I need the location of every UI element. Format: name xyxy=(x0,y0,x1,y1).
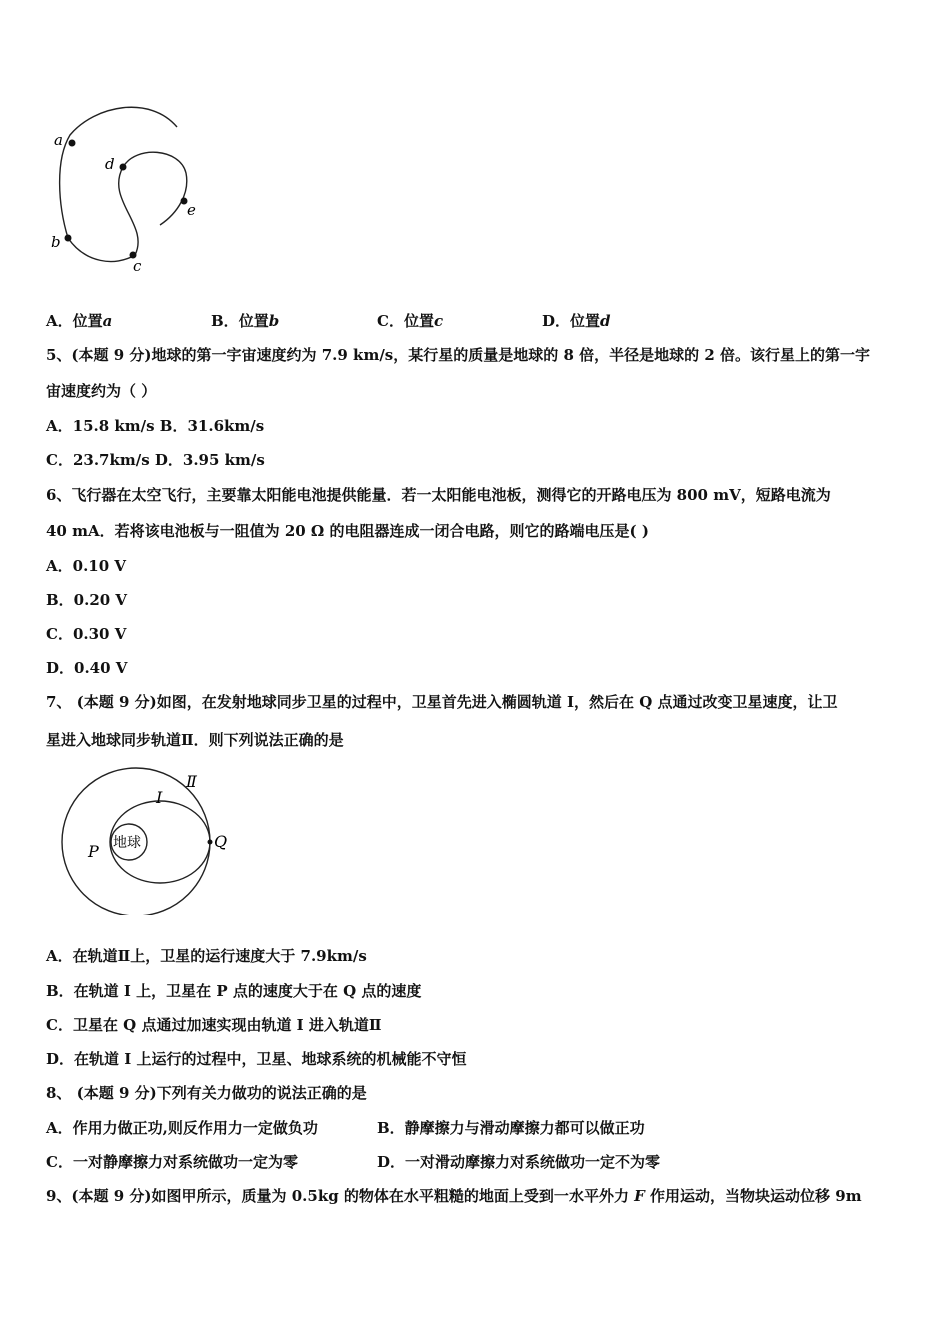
q5-options-row2: C．23.7km/s D．3.95 km/s xyxy=(46,451,265,469)
trajectory-inner-curve xyxy=(119,152,187,255)
q5-stem-line1: 5、(本题 9 分)地球的第一宇宙速度约为 7.9 km/s，某行星的质量是地球的 8 倍，半径是地球的 2 倍。该行星上的第一宇 xyxy=(46,346,871,364)
label-e: e xyxy=(187,201,196,219)
label-orbit-2: Ⅱ xyxy=(186,772,197,791)
q5-options-row1: A．15.8 km/s B．31.6km/s xyxy=(46,417,265,435)
q4-option-b: B．位置b xyxy=(211,312,280,330)
q7-option-b: B．在轨道 I 上，卫星在 P 点的速度大于在 Q 点的速度 xyxy=(46,982,422,1000)
label-a: a xyxy=(54,131,63,149)
q6-option-a: A．0.10 V xyxy=(46,557,127,575)
label-p: P xyxy=(88,842,99,861)
q4-option-d: D．位置d xyxy=(542,312,611,330)
q8-option-b: B．静摩擦力与滑动摩擦力都可以做正功 xyxy=(377,1119,645,1137)
label-c: c xyxy=(133,257,142,275)
q8-option-c: C．一对静摩擦力对系统做功一定为零 xyxy=(46,1153,298,1171)
q8-option-a: A．作用力做正功,则反作用力一定做负功 xyxy=(46,1119,318,1137)
q6-stem-line1: 6、飞行器在太空飞行，主要靠太阳能电池提供能量．若一太阳能电池板，测得它的开路电压为 800 mV，短路电流为 xyxy=(46,486,831,504)
q6-option-c: C．0.30 V xyxy=(46,625,127,643)
label-d: d xyxy=(105,155,115,173)
q8-option-d: D．一对滑动摩擦力对系统做功一定不为零 xyxy=(377,1153,661,1171)
q7-option-c: C．卫星在 Q 点通过加速实现由轨道 I 进入轨道Ⅱ xyxy=(46,1016,382,1034)
point-d xyxy=(120,164,127,171)
label-earth: 地球 xyxy=(113,835,141,851)
q6-option-b: B．0.20 V xyxy=(46,591,128,609)
q7-option-d: D．在轨道 I 上运行的过程中，卫星、地球系统的机械能不守恒 xyxy=(46,1050,467,1068)
point-q xyxy=(208,840,213,845)
trajectory-figure xyxy=(40,105,240,280)
q4-option-a: A．位置a xyxy=(46,312,113,330)
label-q: Q xyxy=(214,832,228,851)
q7-stem-line2: 星进入地球同步轨道Ⅱ．则下列说法正确的是 xyxy=(46,731,344,749)
q9-stem: 9、(本题 9 分)如图甲所示，质量为 0.5kg 的物体在水平粗糙的地面上受到一水平外力 F 作用运动，当物块运动位移 9m xyxy=(46,1187,862,1205)
q7-stem-line1: 7、 (本题 9 分)如图，在发射地球同步卫星的过程中，卫星首先进入椭圆轨道 I，然后在 Q 点通过改变卫星速度，让卫 xyxy=(46,693,838,711)
q6-stem-line2: 40 mA．若将该电池板与一阻值为 20 Ω 的电阻器连成一闭合电路，则它的路端电压是( ) xyxy=(46,522,649,540)
point-b xyxy=(65,235,72,242)
q5-stem-line2: 宙速度约为（ ） xyxy=(46,382,157,400)
q4-option-c: C．位置c xyxy=(377,312,444,330)
point-a xyxy=(69,140,76,147)
q6-option-d: D．0.40 V xyxy=(46,659,128,677)
orbit-figure xyxy=(50,765,250,915)
q8-stem: 8、 (本题 9 分)下列有关力做功的说法正确的是 xyxy=(46,1084,367,1102)
q7-option-a: A．在轨道Ⅱ上，卫星的运行速度大于 7.9km/s xyxy=(46,947,367,965)
label-orbit-1: I xyxy=(156,788,163,807)
label-b: b xyxy=(51,233,61,251)
